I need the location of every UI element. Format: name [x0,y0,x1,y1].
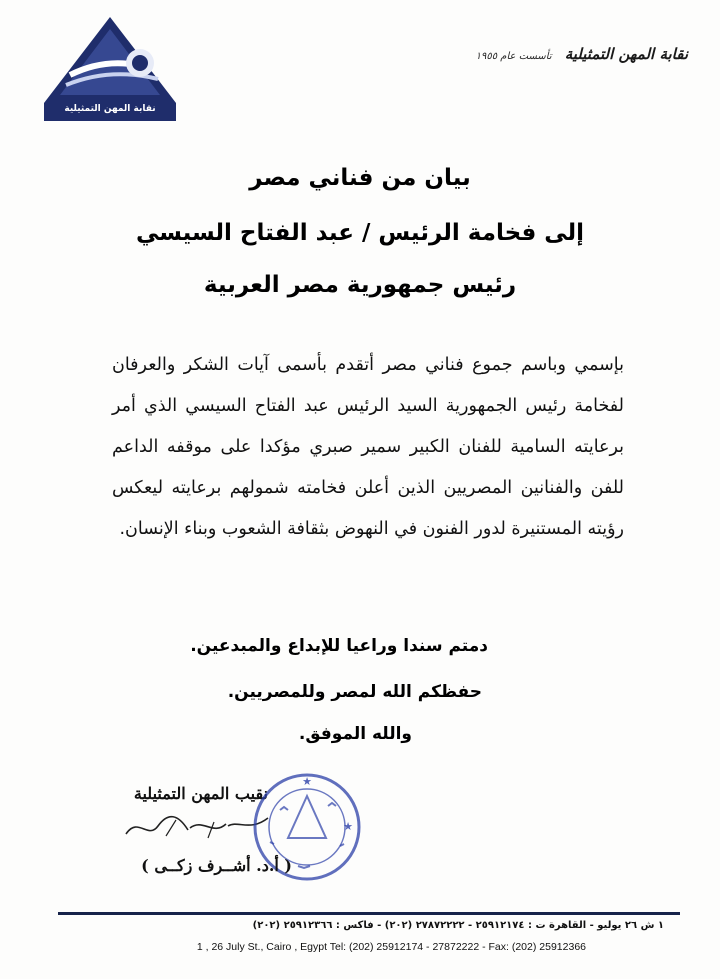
svg-text:★: ★ [302,775,312,788]
footer-divider [58,912,680,915]
syndicate-logo [40,15,180,125]
recipient-line: إلى فخامة الرئيس / عبد الفتاح السيسي [135,220,585,246]
svg-text:★: ★ [343,820,353,833]
organization-name: نقابة المهن التمثيلية [564,45,688,63]
closing-line-3: والله الموفق. [298,724,412,744]
recipient-position: رئيس جمهورية مصر العربية [203,272,517,298]
footer-address-english: 1 , 26 July St., Cairo , Egypt Tel: (202) 25912174 - 27872222 - Fax: (202) 25912366 [196,941,586,953]
letterhead-title [476,44,688,63]
closing-line-1: دمتم سندا وراعيا للإبداع والمبدعين. [190,636,488,656]
statement-title: بيان من فناني مصر [249,165,471,191]
signatory-title: نقيب المهن التمثيلية [133,784,268,803]
statement-body: بإسمي وباسم جموع فناني مصر أتقدم بأسمى آيات الشكر والعرفان لفخامة رئيس الجمهورية السيد الرئيس عبد الفتاح السيسي الذي أمر برعايته السامية للفنان الكبير سمير صبري مؤكدا على موقفه الداعم للفن والفنانين المصريين الذين أعلن فخامته شمولهم برعايته ليعكس رؤيته المستنيرة لدور الفنون في النهوض بثقافة الشعوب وبناء الإنسان. [112,355,624,539]
closing-line-2: حفظكم الله لمصر وللمصريين. [227,682,482,702]
footer-address-arabic: ١ ش ٢٦ يوليو - القاهرة ت : ٢٥٩١٢١٧٤ - ٢٧٨٧٢٢٢٢ (٢٠٢) - فاكس : ٢٥٩١٢٣٦٦ (٢٠٢) [252,920,664,931]
founding-year: تأسست عام ١٩٥٥ [475,51,552,62]
logo-caption: نقابة المهن التمثيلية [64,104,156,114]
signatory-name: ( أ.د. أشــرف زكــى ) [141,856,292,875]
